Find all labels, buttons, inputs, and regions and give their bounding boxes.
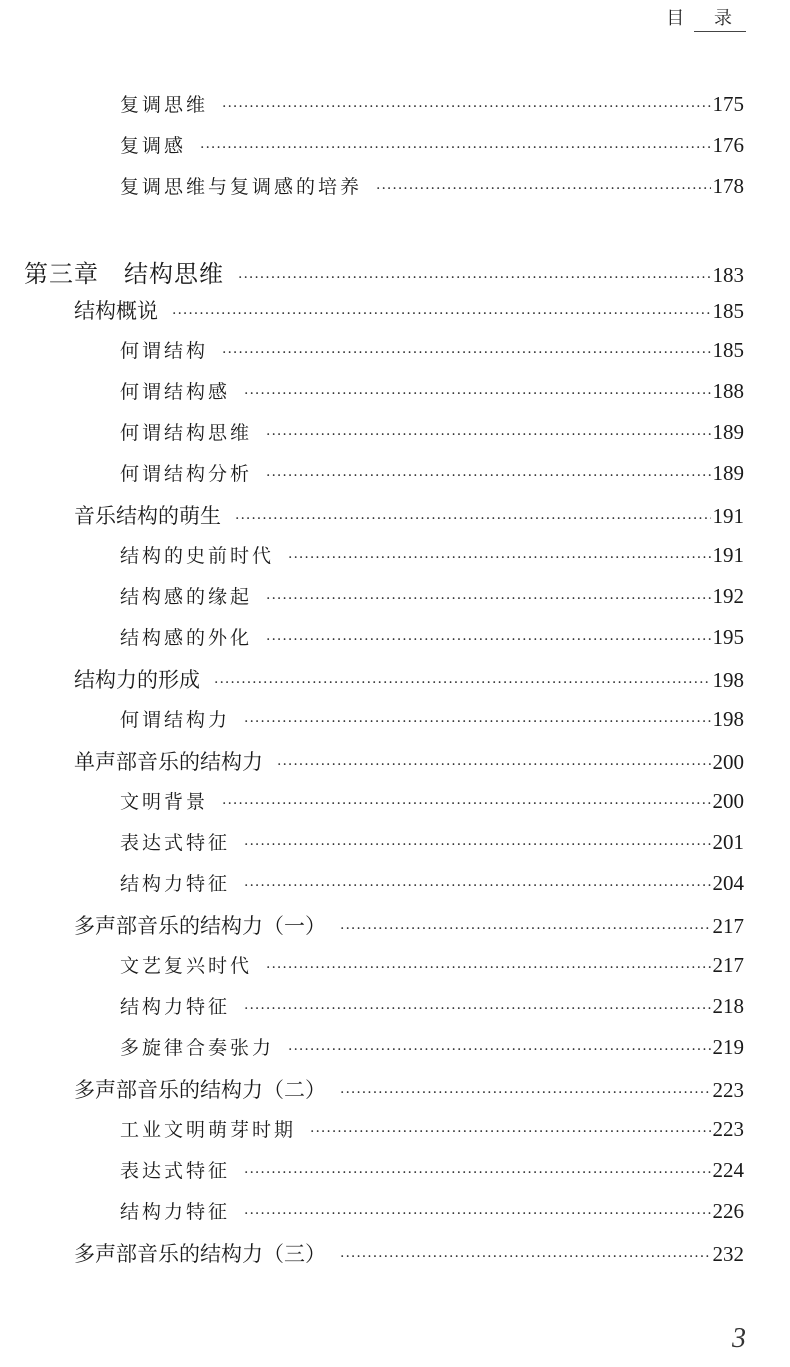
toc-entry[interactable] bbox=[120, 541, 744, 571]
leader-dots bbox=[266, 960, 710, 976]
leader-dots bbox=[376, 181, 710, 197]
section-title: 单声部音乐的结构力 bbox=[74, 750, 263, 774]
section-title: 结构概说 bbox=[74, 299, 158, 323]
toc-entry-page: 176 bbox=[712, 133, 744, 157]
toc-entry-title: 工业文明萌芽时期 bbox=[120, 1119, 297, 1141]
toc-entry[interactable] bbox=[120, 828, 744, 858]
toc-entry-title: 多旋律合奏张力 bbox=[120, 1037, 275, 1059]
toc-entry-page: 195 bbox=[712, 625, 744, 649]
toc-entry[interactable] bbox=[120, 377, 744, 407]
toc-entry-page: 224 bbox=[712, 1158, 744, 1182]
leader-dots bbox=[244, 837, 710, 853]
toc-section-entry[interactable] bbox=[74, 910, 744, 940]
toc-entry-title: 结构感的缘起 bbox=[120, 586, 253, 608]
toc-entry-page: 219 bbox=[712, 1035, 744, 1059]
leader-dots bbox=[277, 757, 711, 773]
toc-entry-page: 189 bbox=[712, 461, 744, 485]
leader-dots bbox=[266, 468, 710, 484]
toc-entry[interactable] bbox=[120, 1197, 744, 1227]
leader-dots bbox=[288, 550, 710, 566]
toc-entry-title: 复调思维 bbox=[120, 94, 209, 116]
toc-section-entry[interactable] bbox=[74, 746, 744, 776]
toc-entry-page: 191 bbox=[712, 504, 744, 528]
toc-entry[interactable] bbox=[120, 90, 744, 120]
leader-dots bbox=[266, 632, 710, 648]
leader-dots bbox=[222, 345, 710, 361]
leader-dots bbox=[310, 1124, 710, 1140]
toc-entry[interactable] bbox=[120, 582, 744, 612]
leader-dots bbox=[200, 140, 710, 156]
section-title: 多声部音乐的结构力（一） bbox=[74, 914, 326, 938]
toc-entry-title: 何谓结构力 bbox=[120, 709, 231, 731]
toc-entry-title: 复调思维与复调感的培养 bbox=[120, 176, 363, 198]
toc-entry-title: 表达式特征 bbox=[120, 1160, 231, 1182]
toc-entry-title: 何谓结构思维 bbox=[120, 422, 253, 444]
toc-entry-page: 232 bbox=[712, 1242, 744, 1266]
section-title: 多声部音乐的结构力（二） bbox=[74, 1078, 326, 1102]
leader-dots bbox=[222, 99, 710, 115]
leader-dots bbox=[244, 386, 710, 402]
toc-entry-page: 217 bbox=[712, 953, 744, 977]
toc-entry[interactable] bbox=[120, 336, 744, 366]
toc-entry-page: 188 bbox=[712, 379, 744, 403]
leader-dots bbox=[244, 878, 710, 894]
toc-entry-page: 198 bbox=[712, 668, 744, 692]
leader-dots bbox=[244, 1001, 710, 1017]
leader-dots bbox=[172, 306, 711, 322]
toc-entry[interactable] bbox=[120, 172, 744, 202]
section-title: 音乐结构的萌生 bbox=[74, 504, 221, 528]
page-number: 3 bbox=[732, 1323, 746, 1354]
leader-dots bbox=[340, 1249, 711, 1265]
chapter-title: 第三章 结构思维 bbox=[24, 260, 224, 288]
toc-entry-page: 200 bbox=[712, 789, 744, 813]
toc-entry[interactable] bbox=[120, 1115, 744, 1145]
leader-dots bbox=[244, 714, 710, 730]
toc-section-entry[interactable] bbox=[74, 295, 744, 325]
toc-entry-page: 200 bbox=[712, 750, 744, 774]
toc-entry[interactable] bbox=[120, 1033, 744, 1063]
toc-entry-page: 226 bbox=[712, 1199, 744, 1223]
toc-entry-title: 结构感的外化 bbox=[120, 627, 253, 649]
toc-section-entry[interactable] bbox=[74, 500, 744, 530]
toc-entry-page: 183 bbox=[712, 263, 744, 287]
toc-chapter-entry[interactable] bbox=[24, 254, 744, 288]
leader-dots bbox=[340, 1085, 711, 1101]
toc-entry-title: 文艺复兴时代 bbox=[120, 955, 253, 977]
leader-dots bbox=[235, 511, 711, 527]
toc-entry-page: 201 bbox=[712, 830, 744, 854]
leader-dots bbox=[214, 675, 711, 691]
toc-section-entry[interactable] bbox=[74, 664, 744, 694]
section-title: 结构力的形成 bbox=[74, 668, 200, 692]
toc-entry-title: 文明背景 bbox=[120, 791, 209, 813]
toc-entry-title: 何谓结构感 bbox=[120, 381, 231, 403]
leader-dots bbox=[266, 591, 710, 607]
toc-section-entry[interactable] bbox=[74, 1238, 744, 1268]
toc-entry-page: 204 bbox=[712, 871, 744, 895]
leader-dots bbox=[288, 1042, 710, 1058]
leader-dots bbox=[340, 921, 711, 937]
toc-section-entry[interactable] bbox=[74, 1074, 744, 1104]
toc-entry-page: 218 bbox=[712, 994, 744, 1018]
toc-entry-title: 结构力特征 bbox=[120, 996, 231, 1018]
toc-entry[interactable] bbox=[120, 992, 744, 1022]
toc-entry[interactable] bbox=[120, 1156, 744, 1186]
header-rule bbox=[694, 31, 746, 32]
toc-entry-page: 189 bbox=[712, 420, 744, 444]
toc-entry-title: 何谓结构分析 bbox=[120, 463, 253, 485]
toc-entry[interactable] bbox=[120, 623, 744, 653]
toc-entry-page: 185 bbox=[712, 299, 744, 323]
toc-entry-page: 192 bbox=[712, 584, 744, 608]
toc-entry-title: 结构的史前时代 bbox=[120, 545, 275, 567]
toc-entry-page: 223 bbox=[712, 1078, 744, 1102]
leader-dots bbox=[222, 796, 710, 812]
toc-entry-title: 结构力特征 bbox=[120, 1201, 231, 1223]
toc-entry-page: 223 bbox=[712, 1117, 744, 1141]
toc-entry[interactable] bbox=[120, 459, 744, 489]
toc-entry-title: 何谓结构 bbox=[120, 340, 209, 362]
leader-dots bbox=[244, 1165, 710, 1181]
toc-entry[interactable] bbox=[120, 951, 744, 981]
section-title: 多声部音乐的结构力（三） bbox=[74, 1242, 326, 1266]
toc-entry-page: 217 bbox=[712, 914, 744, 938]
leader-dots bbox=[266, 427, 710, 443]
leader-dots bbox=[244, 1206, 710, 1222]
toc-entry[interactable] bbox=[120, 131, 744, 161]
leader-dots bbox=[238, 270, 711, 286]
running-header: 目 录 bbox=[666, 8, 744, 29]
toc-entry-title: 表达式特征 bbox=[120, 832, 231, 854]
toc-entry-title: 结构力特征 bbox=[120, 873, 231, 895]
toc-entry-page: 185 bbox=[712, 338, 744, 362]
toc-entry-page: 178 bbox=[712, 174, 744, 198]
toc-entry[interactable] bbox=[120, 787, 744, 817]
toc-entry-page: 191 bbox=[712, 543, 744, 567]
toc-entry[interactable] bbox=[120, 418, 744, 448]
toc-entry-page: 198 bbox=[712, 707, 744, 731]
toc-entry[interactable] bbox=[120, 869, 744, 899]
toc-entry[interactable] bbox=[120, 705, 744, 735]
toc-entry-title: 复调感 bbox=[120, 135, 187, 157]
toc-entry-page: 175 bbox=[712, 92, 744, 116]
